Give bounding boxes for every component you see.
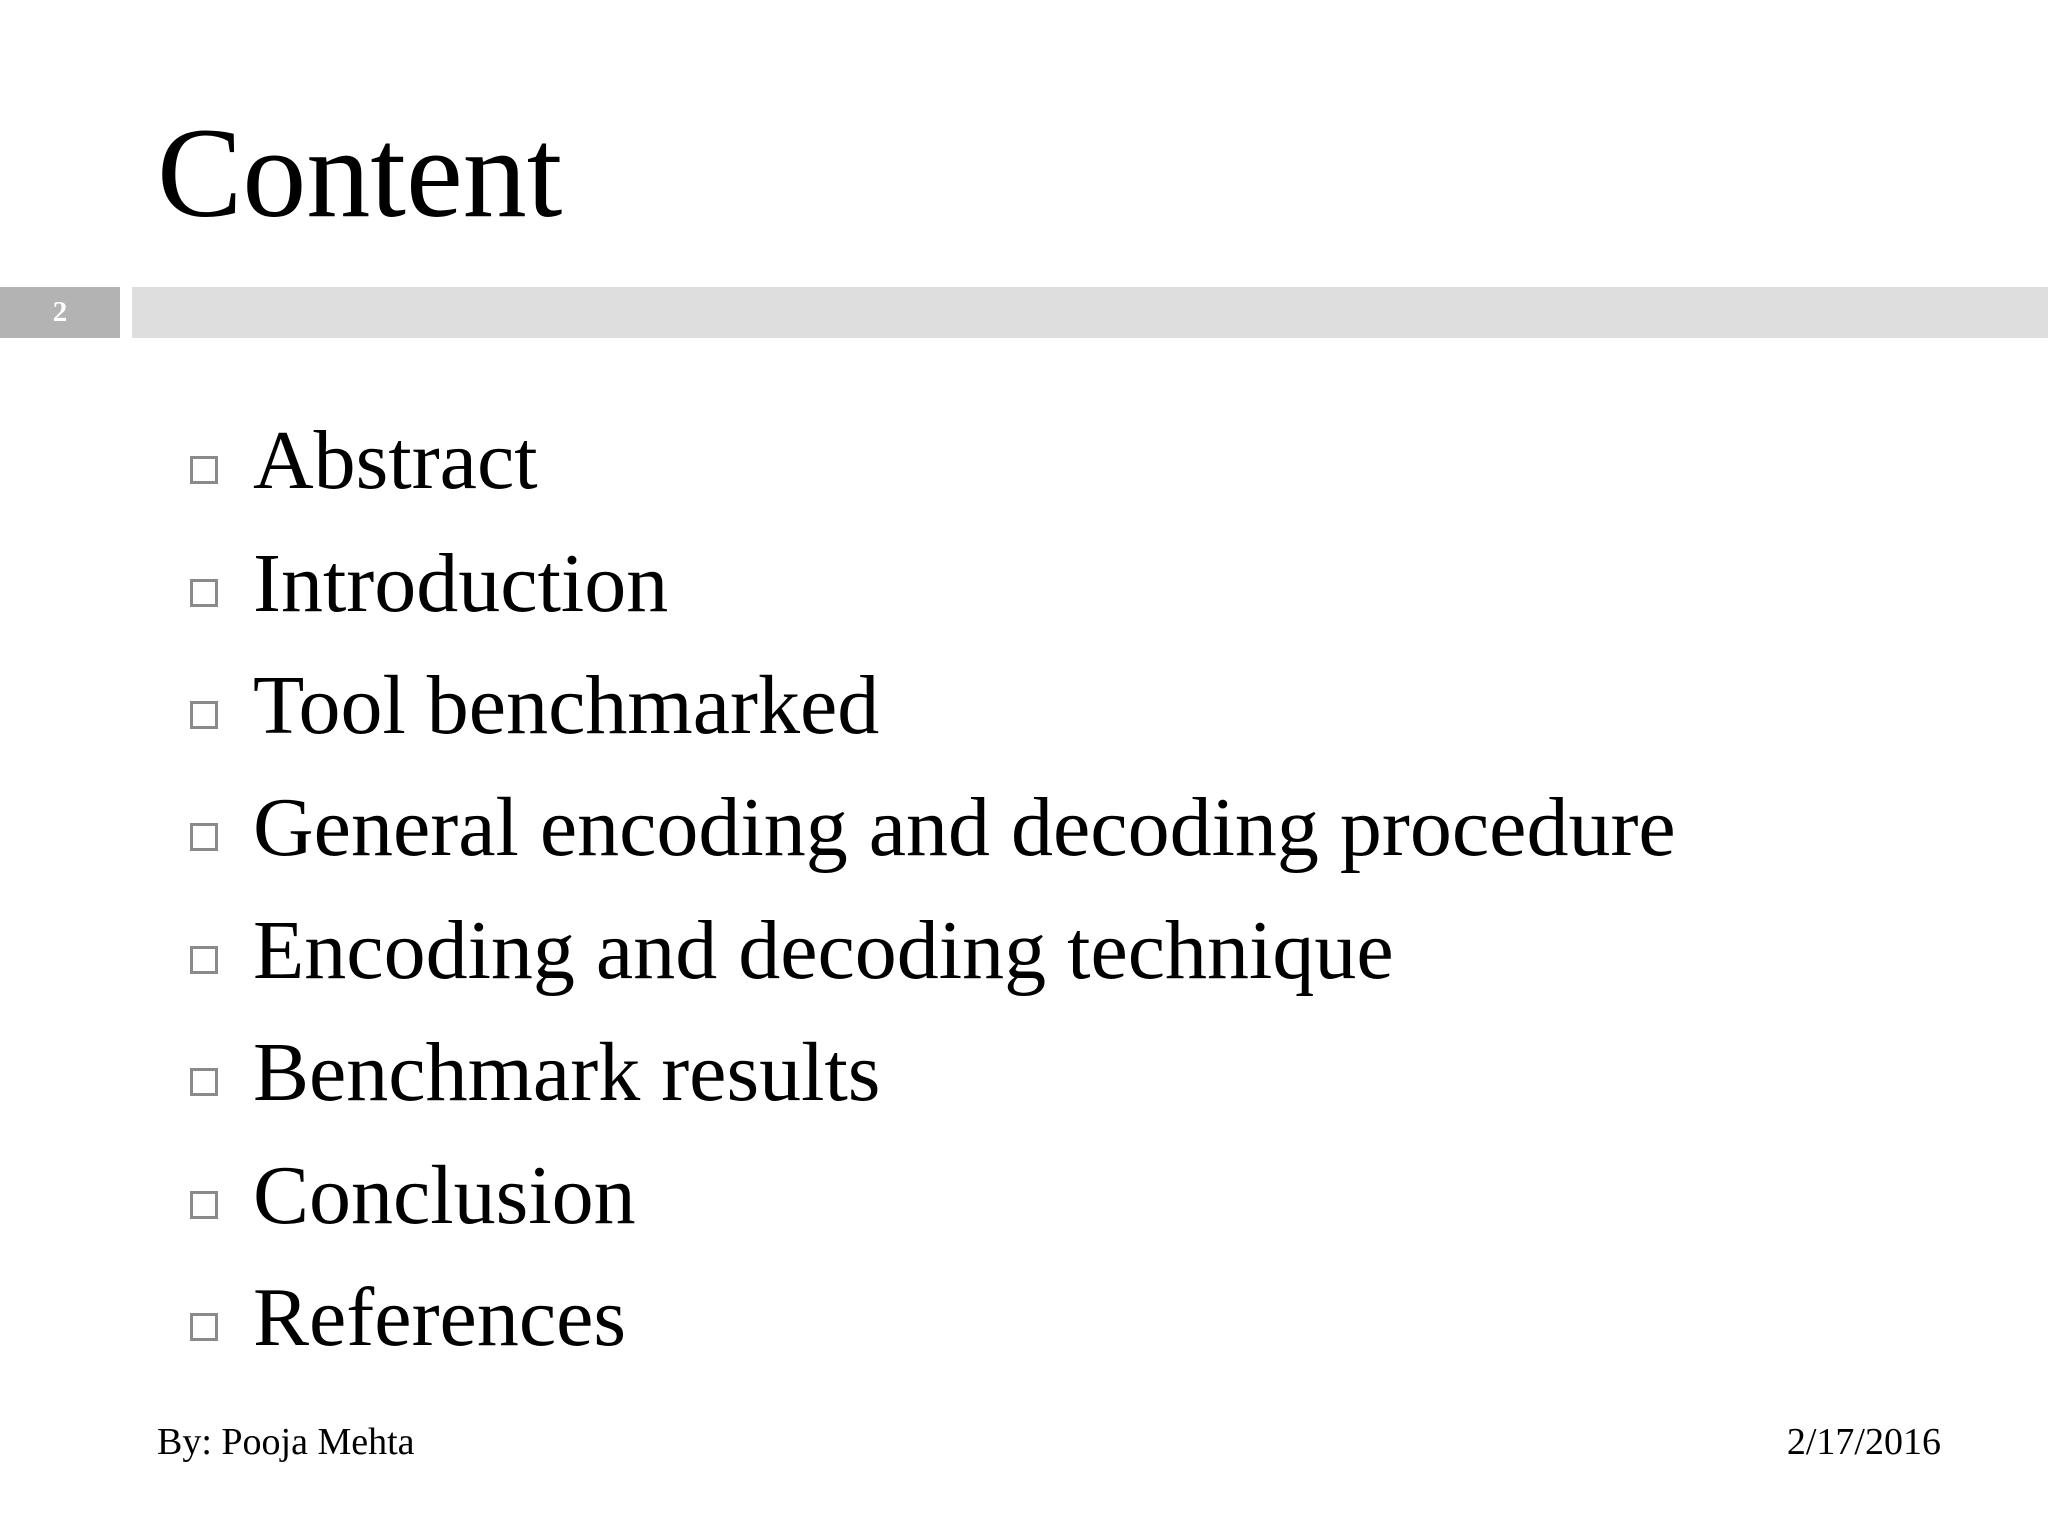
footer-author: By: Pooja Mehta	[157, 1421, 415, 1463]
list-item-label: Encoding and decoding technique	[253, 903, 1394, 997]
list-item-label: Benchmark results	[253, 1026, 881, 1120]
square-bullet-icon	[190, 1068, 218, 1096]
square-bullet-icon	[190, 701, 218, 729]
square-bullet-icon	[190, 823, 218, 851]
list-item-label: Introduction	[253, 536, 669, 630]
list-item-label: General encoding and decoding procedure	[253, 781, 1676, 875]
list-item	[190, 1257, 1990, 1379]
list-item-label: Conclusion	[253, 1148, 636, 1242]
square-bullet-icon	[190, 1191, 218, 1219]
list-item	[190, 767, 1990, 889]
square-bullet-icon	[190, 1313, 218, 1341]
content-list	[190, 400, 1990, 1379]
square-bullet-icon	[190, 946, 218, 974]
list-item	[190, 645, 1990, 767]
slide-title: Content	[157, 102, 563, 244]
square-bullet-icon	[190, 579, 218, 607]
title-divider-bar	[132, 287, 2048, 338]
list-item	[190, 1134, 1990, 1256]
list-item-label: Tool benchmarked	[253, 658, 880, 752]
footer-date: 2/17/2016	[1786, 1421, 1941, 1463]
slide-number: 2	[0, 287, 120, 338]
list-item	[190, 522, 1990, 644]
list-item	[190, 890, 1990, 1012]
list-item-label: References	[253, 1270, 627, 1364]
list-item-label: Abstract	[253, 414, 538, 508]
list-item	[190, 1012, 1990, 1134]
square-bullet-icon	[190, 456, 218, 484]
list-item	[190, 400, 1990, 522]
